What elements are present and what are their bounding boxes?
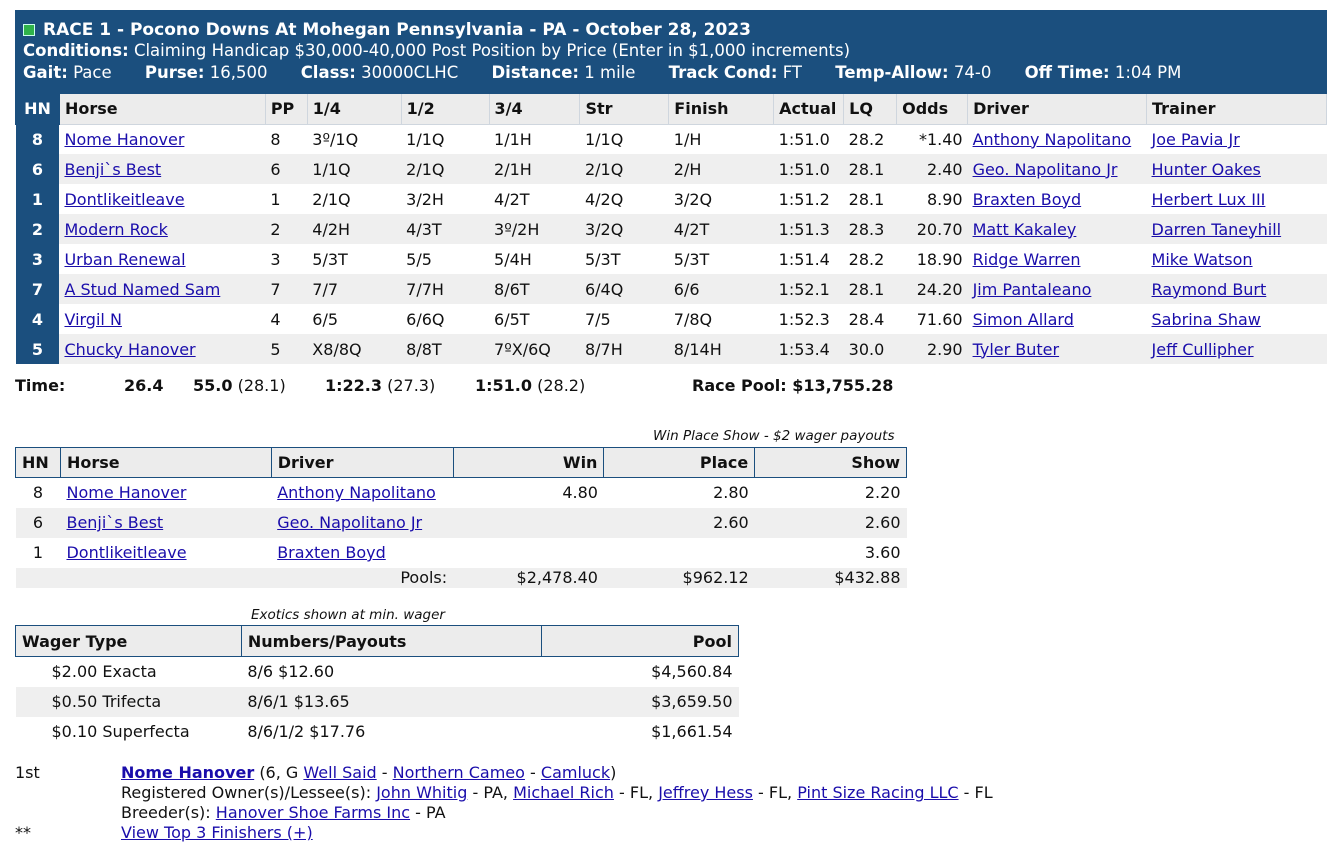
- owner-state: - FL,: [619, 783, 654, 802]
- half-cell: 2/1Q: [401, 154, 489, 184]
- pool-show: $432.88: [755, 568, 907, 588]
- pay-driver-cell: [271, 538, 453, 568]
- results-table: [15, 94, 1327, 364]
- actual-cell: 1:51.2: [778, 189, 830, 209]
- result-row: [16, 184, 1327, 214]
- quarter-cell: 2/1Q: [312, 189, 351, 209]
- hn-cell: 5: [16, 334, 60, 364]
- numbers-cell: 8/6 $12.60: [247, 662, 335, 682]
- driver-cell: [968, 124, 1147, 154]
- conditions-text: Claiming Handicap $30,000-40,000 Post Position by Price (Enter in $1,000 increments): [133, 41, 851, 60]
- trainer-cell: [1147, 154, 1327, 184]
- pay-col-hn: HN: [16, 448, 61, 478]
- horse-link[interactable]: Dontlikeitleave: [64, 189, 185, 209]
- odds-cell: 8.90: [926, 189, 963, 209]
- payouts-caption: Win Place Show - $2 wager payouts: [653, 428, 895, 444]
- result-row: [16, 274, 1327, 304]
- col-half: 1/2: [401, 94, 489, 124]
- time-final: 1:51.0 (28.2): [475, 376, 586, 395]
- horse-link[interactable]: Urban Renewal: [64, 249, 186, 269]
- payouts-header-row: [16, 448, 907, 478]
- pp-cell: 8: [270, 129, 281, 149]
- trainer-cell: [1147, 304, 1327, 334]
- result-row: [16, 214, 1327, 244]
- horse-cell: [59, 304, 265, 334]
- stretch-cell: 5/3T: [584, 249, 621, 269]
- lq-cell: 28.1: [844, 274, 897, 304]
- stretch-cell: 3/2Q: [580, 214, 669, 244]
- lq-cell: 28.1: [844, 154, 897, 184]
- horse-link[interactable]: Virgil N: [64, 309, 122, 329]
- horse-cell: [59, 154, 265, 184]
- driver-cell: [968, 304, 1147, 334]
- dam-link[interactable]: Northern Cameo: [392, 763, 525, 782]
- pay-horse-link[interactable]: Benji`s Best: [66, 513, 164, 532]
- three-quarter-cell: 2/1H: [489, 154, 580, 184]
- exotics-caption: Exotics shown at min. wager: [251, 607, 445, 623]
- horse-cell: [59, 274, 265, 304]
- race-header: [15, 10, 1327, 94]
- breeder-state: - PA: [415, 803, 446, 822]
- trainer-link[interactable]: Joe Pavia Jr: [1151, 129, 1240, 149]
- payouts-table: [15, 447, 907, 588]
- finish-cell: 7/8Q: [673, 309, 713, 329]
- trainer-cell: [1147, 274, 1327, 304]
- winner-place: 1st: [15, 763, 40, 782]
- actual-cell: 1:51.0: [774, 154, 844, 184]
- horse-link[interactable]: Chucky Hanover: [64, 339, 196, 359]
- three-quarter-cell: 7ºX/6Q: [489, 334, 580, 364]
- pay-driver-cell: [271, 478, 453, 508]
- col-stretch: Str: [580, 94, 669, 124]
- race-pool: Race Pool: $13,755.28: [692, 376, 894, 395]
- owners-label: Registered Owner(s)/Lessee(s):: [121, 783, 372, 802]
- trainer-link[interactable]: Sabrina Shaw: [1151, 309, 1261, 329]
- class-field: Class: 30000CLHC: [300, 63, 459, 82]
- odds-cell: 2.90: [897, 334, 968, 364]
- pools-row: [16, 568, 907, 588]
- lq-cell: 28.1: [848, 189, 885, 209]
- pay-hn-cell: 8: [32, 483, 44, 503]
- pay-horse-link[interactable]: Nome Hanover: [66, 483, 187, 503]
- odds-cell: *1.40: [918, 129, 963, 149]
- stretch-cell: 6/4Q: [580, 274, 669, 304]
- close-paren: ): [610, 763, 617, 782]
- three-quarter-cell: 8/6T: [489, 274, 580, 304]
- driver-link[interactable]: Geo. Napolitano Jr: [972, 159, 1118, 179]
- finish-cell: 8/14H: [669, 334, 774, 364]
- actual-cell: 1:51.4: [778, 249, 830, 269]
- horse-link[interactable]: Modern Rock: [64, 219, 168, 239]
- exotic-row: [16, 717, 739, 747]
- pay-place-cell: 2.60: [604, 508, 755, 538]
- result-row: [16, 334, 1327, 364]
- half-cell: 8/8T: [401, 334, 489, 364]
- pay-place-cell: 2.80: [713, 483, 749, 503]
- breeder-label: Breeder(s):: [121, 803, 211, 822]
- driver-link[interactable]: Ridge Warren: [972, 249, 1081, 269]
- lq-cell: 28.2: [848, 129, 885, 149]
- pay-horse-cell: [60, 538, 271, 568]
- owner-state: - FL,: [758, 783, 793, 802]
- pay-win-cell: [453, 508, 604, 538]
- owner-link[interactable]: Michael Rich: [513, 783, 614, 802]
- pp-cell: 4: [270, 309, 281, 329]
- driver-link[interactable]: Anthony Napolitano: [972, 129, 1132, 149]
- pay-show-cell: 3.60: [864, 543, 901, 562]
- wager-type-cell: $0.50 Trifecta: [16, 687, 242, 717]
- driver-link[interactable]: Jim Pantaleano: [972, 279, 1092, 299]
- finish-cell: 3/2Q: [673, 189, 713, 209]
- trainer-cell: [1147, 334, 1327, 364]
- quarter-cell: 6/5: [312, 309, 339, 329]
- driver-link[interactable]: Matt Kakaley: [972, 219, 1077, 239]
- pool-cell: $4,560.84: [651, 662, 733, 682]
- finish-cell: 2/H: [669, 154, 774, 184]
- owner-link[interactable]: John Whitig: [376, 783, 468, 802]
- distance-field: Distance: 1 mile: [491, 63, 636, 82]
- pp-cell: 6: [265, 154, 307, 184]
- lq-cell: 28.3: [844, 214, 897, 244]
- trainer-link[interactable]: Raymond Burt: [1151, 279, 1267, 299]
- time-quarter: 26.4: [124, 376, 164, 395]
- pp-cell: 2: [265, 214, 307, 244]
- sire-link[interactable]: Well Said: [303, 763, 377, 782]
- horse-link[interactable]: Benji`s Best: [64, 159, 162, 179]
- driver-link[interactable]: Tyler Buter: [972, 339, 1060, 359]
- time-three-quarter: 1:22.3 (27.3): [325, 376, 436, 395]
- horse-cell: [59, 334, 265, 364]
- pay-win-cell: 4.80: [562, 483, 598, 503]
- trainer-link[interactable]: Mike Watson: [1151, 249, 1253, 269]
- pool-win: $2,478.40: [453, 568, 604, 588]
- fractional-times: [15, 376, 915, 400]
- half-cell: 3/2H: [406, 189, 444, 209]
- lq-cell: 28.4: [848, 309, 885, 329]
- pp-cell: 1: [270, 189, 281, 209]
- hn-cell: 3: [16, 244, 60, 274]
- col-quarter: 1/4: [307, 94, 401, 124]
- stretch-cell: 8/7H: [580, 334, 669, 364]
- quarter-cell: 4/2H: [307, 214, 401, 244]
- numbers-cell: 8/6/1 $13.65: [241, 687, 542, 717]
- three-quarter-cell: 1/1H: [494, 129, 532, 149]
- track-condition-field: Track Cond: FT: [668, 63, 802, 82]
- pay-hn-cell: 6: [16, 508, 61, 538]
- pool-cell: $3,659.50: [542, 687, 739, 717]
- pay-hn-cell: 1: [32, 543, 44, 562]
- stretch-cell: 2/1Q: [580, 154, 669, 184]
- odds-cell: 71.60: [916, 309, 963, 329]
- numbers-cell: 8/6/1/2 $17.76: [247, 722, 366, 741]
- odds-cell: 24.20: [897, 274, 968, 304]
- col-actual: Actual: [774, 94, 844, 124]
- stretch-cell: 1/1Q: [584, 129, 624, 149]
- result-row: [16, 244, 1327, 274]
- pay-col-win: Win: [453, 448, 604, 478]
- trainer-cell: [1147, 214, 1327, 244]
- col-finish: Finish: [669, 94, 774, 124]
- lq-cell: 30.0: [844, 334, 897, 364]
- exotic-row: [16, 657, 739, 687]
- damsire-link[interactable]: Camluck: [540, 763, 611, 782]
- quarter-cell: 5/3T: [312, 249, 348, 269]
- result-row: [16, 124, 1327, 154]
- horse-link[interactable]: Nome Hanover: [64, 129, 185, 149]
- temp-allow-field: Temp-Allow: 74-0: [835, 63, 992, 82]
- finish-cell: 6/6: [669, 274, 774, 304]
- col-trainer: Trainer: [1147, 94, 1327, 124]
- hn-cell: 6: [16, 154, 60, 184]
- pay-driver-link[interactable]: Anthony Napolitano: [277, 483, 436, 503]
- off-time-field: Off Time: 1:04 PM: [1024, 63, 1182, 82]
- trainer-cell: [1147, 184, 1327, 214]
- finish-cell: 5/3T: [673, 249, 710, 269]
- pay-show-cell: 2.20: [864, 483, 901, 503]
- footnote-stars: **: [15, 823, 31, 842]
- pay-col-horse: Horse: [60, 448, 271, 478]
- driver-cell: [968, 184, 1147, 214]
- driver-link[interactable]: Braxten Boyd: [972, 189, 1082, 209]
- half-cell: 1/1Q: [406, 129, 445, 149]
- finish-cell: 1/H: [673, 129, 702, 149]
- trainer-link[interactable]: Hunter Oakes: [1151, 159, 1261, 179]
- pay-driver-link[interactable]: Geo. Napolitano Jr: [277, 513, 423, 532]
- col-odds: Odds: [897, 94, 968, 124]
- three-quarter-cell: 4/2T: [494, 189, 530, 209]
- exotics-table: [15, 625, 739, 747]
- pool-cell: $1,661.54: [651, 722, 733, 741]
- col-three-quarter: 3/4: [489, 94, 580, 124]
- trainer-cell: [1147, 244, 1327, 274]
- owner-state: - FL: [963, 783, 993, 802]
- breeder-link[interactable]: Hanover Shoe Farms Inc: [215, 803, 411, 822]
- driver-cell: [968, 154, 1147, 184]
- horse-cell: [59, 214, 265, 244]
- actual-cell: 1:53.4: [774, 334, 844, 364]
- col-driver: Driver: [968, 94, 1147, 124]
- conditions-label: Conditions:: [23, 41, 129, 60]
- pay-driver-cell: [271, 508, 453, 538]
- ex-col-type: Wager Type: [16, 626, 242, 657]
- race-status-square-icon: [23, 24, 35, 36]
- quarter-cell: 1/1Q: [307, 154, 401, 184]
- half-cell: 5/5: [406, 249, 432, 269]
- hn-cell: 8: [16, 124, 60, 154]
- trainer-link[interactable]: Jeff Cullipher: [1151, 339, 1254, 359]
- driver-cell: [968, 244, 1147, 274]
- three-quarter-cell: 3º/2H: [489, 214, 580, 244]
- horse-cell: [59, 184, 265, 214]
- col-horse: Horse: [59, 94, 265, 124]
- payout-row: [16, 538, 907, 568]
- purse-field: Purse: 16,500: [144, 63, 268, 82]
- quarter-cell: X8/8Q: [307, 334, 401, 364]
- col-lq: LQ: [844, 94, 897, 124]
- driver-cell: [968, 214, 1147, 244]
- driver-cell: [968, 334, 1147, 364]
- pay-place-cell: [604, 538, 755, 568]
- horse-cell: [59, 124, 265, 154]
- trainer-link[interactable]: Herbert Lux III: [1151, 189, 1266, 209]
- three-quarter-cell: 6/5T: [494, 309, 530, 329]
- hn-cell: 4: [16, 304, 60, 334]
- pp-cell: 3: [270, 249, 281, 269]
- view-top3-link[interactable]: View Top 3 Finishers (+): [121, 823, 313, 842]
- odds-cell: 18.90: [916, 249, 963, 269]
- time-label: Time:: [15, 376, 66, 395]
- pay-driver-link[interactable]: Braxten Boyd: [277, 543, 386, 562]
- pp-cell: 5: [265, 334, 307, 364]
- pay-horse-cell: [60, 478, 271, 508]
- result-row: [16, 304, 1327, 334]
- three-quarter-cell: 5/4H: [494, 249, 532, 269]
- pools-label: Pools:: [271, 568, 453, 588]
- finish-cell: 4/2T: [669, 214, 774, 244]
- exotic-row: [16, 687, 739, 717]
- half-cell: 6/6Q: [406, 309, 445, 329]
- pay-horse-link[interactable]: Dontlikeitleave: [66, 543, 187, 562]
- actual-cell: 1:51.3: [774, 214, 844, 244]
- odds-cell: 2.40: [897, 154, 968, 184]
- quarter-cell: 7/7: [307, 274, 401, 304]
- stretch-cell: 7/5: [584, 309, 611, 329]
- wager-type-cell: $2.00 Exacta: [51, 662, 157, 682]
- winner-age-sex: (6, G: [259, 763, 299, 782]
- payout-row: [16, 478, 907, 508]
- actual-cell: 1:52.3: [778, 309, 830, 329]
- pay-col-driver: Driver: [271, 448, 453, 478]
- winner-horse-link[interactable]: Nome Hanover: [121, 763, 255, 782]
- pay-col-place: Place: [604, 448, 755, 478]
- race-title: RACE 1 - Pocono Downs At Mohegan Pennsylvania - PA - October 28, 2023: [43, 20, 751, 40]
- result-row: [16, 154, 1327, 184]
- pp-cell: 7: [265, 274, 307, 304]
- pay-win-cell: [453, 538, 604, 568]
- hn-cell: 1: [16, 184, 60, 214]
- quarter-cell: 3º/1Q: [312, 129, 359, 149]
- lq-cell: 28.2: [848, 249, 885, 269]
- pay-horse-cell: [60, 508, 271, 538]
- col-pp: PP: [265, 94, 307, 124]
- hn-cell: 7: [16, 274, 60, 304]
- trainer-link[interactable]: Darren Taneyhill: [1151, 219, 1282, 239]
- odds-cell: 20.70: [897, 214, 968, 244]
- pay-col-show: Show: [755, 448, 907, 478]
- pool-place: $962.12: [604, 568, 755, 588]
- stretch-cell: 4/2Q: [584, 189, 624, 209]
- winner-info: 1st Nome Hanover (6, G Well Said - Northern Cameo - Camluck) Registered Owner(s)/Lessee(s): John Whitig - PA, Michael Rich - FL, Jeffrey Hess - FL, Pint Size Racing LLC - FL Breeder(s): Hanover Shoe Farms Inc - PA ** View Top 3 Finishers (+): [15, 763, 993, 842]
- driver-link[interactable]: Simon Allard: [972, 309, 1074, 329]
- gait-field: Gait: Pace: [23, 63, 112, 82]
- half-cell: 7/7H: [401, 274, 489, 304]
- owners-line: [121, 783, 993, 803]
- time-half: 55.0 (28.1): [193, 376, 286, 395]
- owner-state: - PA,: [472, 783, 508, 802]
- actual-cell: 1:52.1: [774, 274, 844, 304]
- horse-link[interactable]: A Stud Named Sam: [64, 279, 221, 299]
- ex-col-pool: Pool: [542, 626, 739, 657]
- wager-type-cell: $0.10 Superfecta: [51, 722, 190, 741]
- owner-link[interactable]: Pint Size Racing LLC: [797, 783, 959, 802]
- pay-show-cell: 2.60: [755, 508, 907, 538]
- breeder-line: [121, 803, 446, 823]
- ex-col-numbers: Numbers/Payouts: [241, 626, 542, 657]
- exotics-header-row: [16, 626, 739, 657]
- half-cell: 4/3T: [401, 214, 489, 244]
- owner-link[interactable]: Jeffrey Hess: [658, 783, 753, 802]
- race-results-panel: [15, 10, 1327, 364]
- results-header-row: [16, 94, 1327, 124]
- driver-cell: [968, 274, 1147, 304]
- horse-cell: [59, 244, 265, 274]
- actual-cell: 1:51.0: [778, 129, 830, 149]
- payout-row: [16, 508, 907, 538]
- trainer-cell: [1147, 124, 1327, 154]
- col-hn: HN: [16, 94, 60, 124]
- hn-cell: 2: [16, 214, 60, 244]
